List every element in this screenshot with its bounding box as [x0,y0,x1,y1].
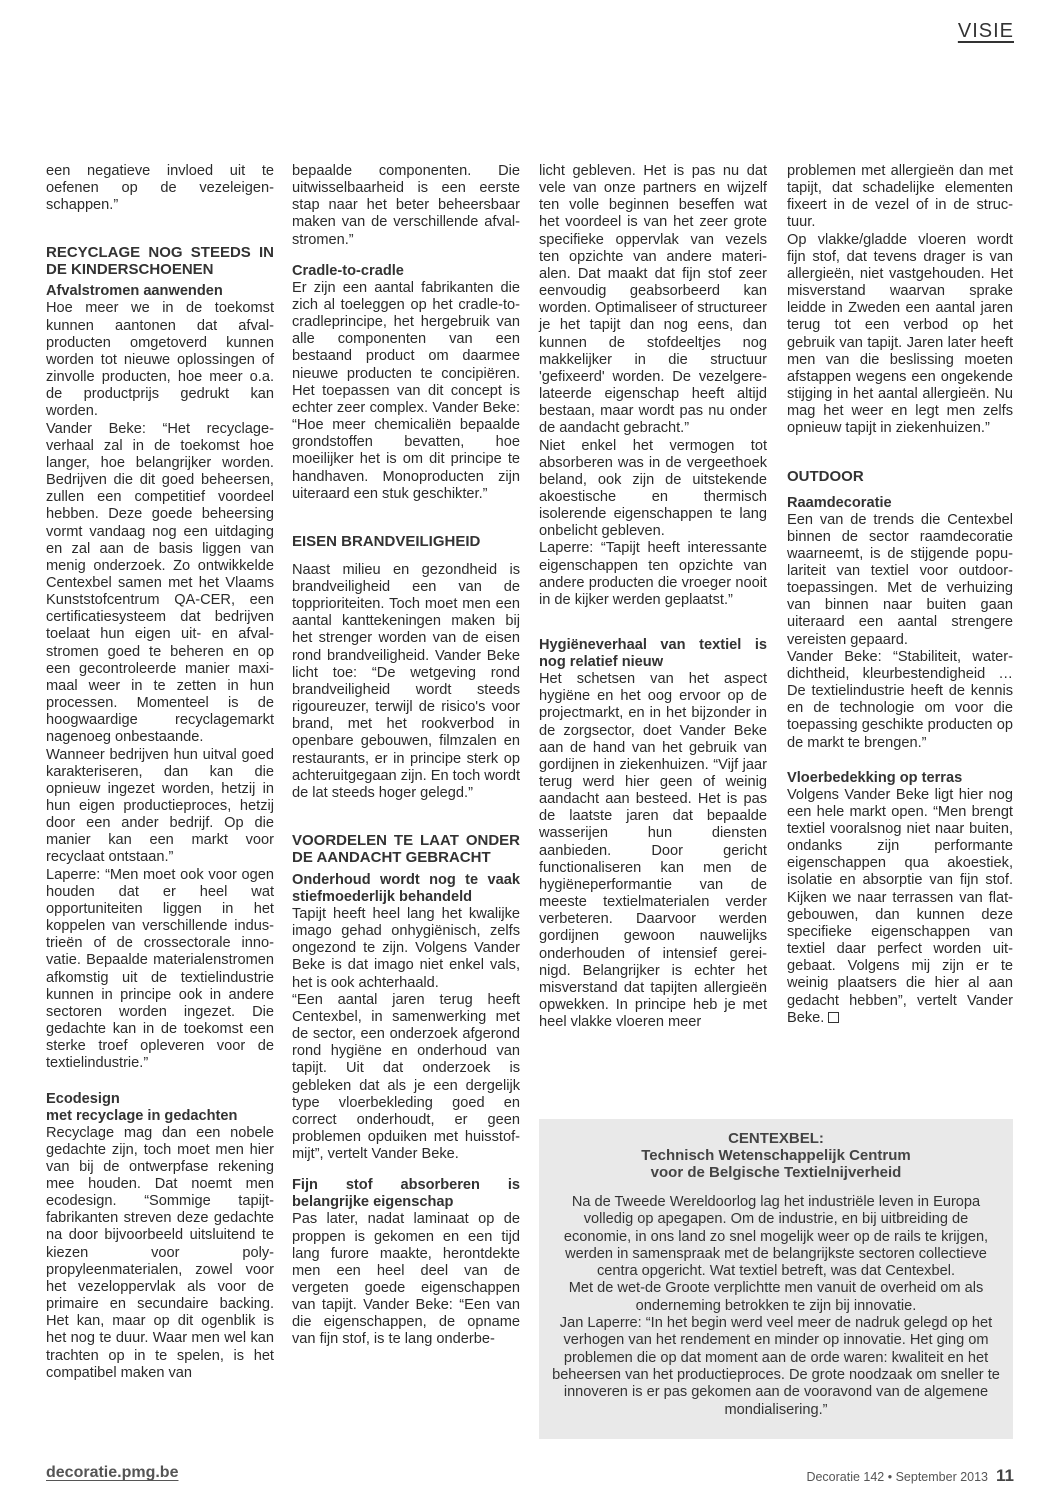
section-heading: EISEN BRANDVEILIGHEID [292,532,481,550]
section-heading: RECYCLAGE NOG STEEDS IN DE KINDERSCHOENEN [46,244,274,279]
box-title: CENTEXBEL: [728,1130,824,1147]
paragraph: problemen met allergieën dan met tapijt, dat schadelijke elementen fixeert in de vezel of in de structuur. [787,163,1013,231]
website-link[interactable]: decoratie.pmg.be [46,1464,179,1481]
subheading: Hygiëneverhaal van textiel is nog relatief nieuw [539,637,767,671]
subheading-line: Ecodesign [46,1090,120,1107]
box-subtitle: Technisch Wetenschappelijk Centrum [641,1147,911,1164]
paragraph: Recyclage mag dan een nobele gedachte zijn, toch moet men hier van bij de ontwerpfase rekening mee houden. Dat noemt men ecodesign. “Sommige tapijtfabrikanten streven deze gedachte na door bijvoorbeeld uitsluitend te kiezen voor polypropyleenmaterialen, zowel voor het vezeloppervlak als voor de primaire en secundaire backing. Het kan, maar op dit ogenblik is het nog te duur. Waar men wel kan trachten op in te spelen, is het compatibel maken van [46,1124,274,1381]
subheading: Raamdecoratie [787,494,892,511]
paragraph: Het schetsen van het aspect hygiëne en het oog ervoor op de projectmarkt, en in het bijzonder in de zorgsector, doet Vander Beke aan de hand van het gebruik van gordijnen in ziekenhuizen. “Vijf jaar terug werd hier geen of weinig aandacht aan besteed. Het is pas de laatste jaren dat bepaalde wasserijen hun diensten aanbieden. Door gericht functionaliseren kan men de hygiëneperformantie van de meeste textielmaterialen verder verbeteren. Daarvoor werden gordijnen gewoon nauwelijks onderhouden of intensief gereinigd. Belangrijker is echter het misverstand dat tapijten allergieën opwekken. In principe heb je met heel vlakke vloeren meer [539,671,767,1031]
footer-issue [806,1466,1014,1486]
paragraph-text: Volgens Vander Beke ligt hier nog een hele markt open. “Men brengt textiel vooralsnog niet naar buiten, ondanks zijn performante eigenschappen qua akoestiek, isolatie en absorptie van fijn stof. Kijken we naar terrassen van flatgebouwen, dan kunnen deze specifieke eigenschappen van textiel daar perfect worden uitgebaat. Volgens mij zijn er te weinig plaatsers die hier al aan gedacht hebben”, vertelt Vander Beke. [787,786,1013,1026]
subheading: Vloerbedekking op terras [787,769,963,786]
subheading: Fijn stof absorberen is belangrijke eigenschap [292,1177,520,1211]
end-mark-icon [828,1012,839,1023]
paragraph: Vander Beke: “Stabiliteit, waterdichtheid, kleurbestendigheid … De textielindustrie heeft de kennis en de technologie om voor die toepassing geschikte producten op de markt te brengen.” [787,648,1013,751]
paragraph: Laperre: “Tapijt heeft interessante eigenschappen ten opzichte van andere producten die vroeger nooit in de kijker werden geplaatst.” [539,540,767,608]
paragraph: licht gebleven. Het is pas nu dat vele van onze partners en wijzelf ten volle beginnen beseffen wat het voordeel is van het zeer grote specifieke oppervlak van vezels ten opzichte van andere materialen. Dat maakt dat fijn stof zeer eenvoudig geabsorbeerd kan worden. Optimaliseer of structureer je het tapijt dan nog eens, dan kunnen de stofdeeltjes nog makkelijker in die structuur 'gefixeerd' worden. De vezelgerelateerde eigenschap heeft altijd bestaan, maar wordt pas nu onder de aandacht gebracht.” [539,163,767,437]
section-heading: VOORDELEN TE LAAT ONDER DE AANDACHT GEBRACHT [292,832,520,866]
box-subtitle: voor de Belgische Textielnijverheid [650,1164,902,1181]
column-3 [539,163,767,1031]
paragraph: Laperre: “Men moet ook voor ogen houden dat er heel wat opportuniteiten liggen in het koppelen van verschillende industrieën of de crossectorale innovatie. Bepaalde materialenstromen afkomstig uit de textielindustrie kunnen in principe ook in andere sectoren worden ingezet. Die gedachte kan in de toekomst een sterke troef opleveren voor de textielindustrie.” [46,866,274,1072]
paragraph: bepaalde componenten. Die uitwisselbaarheid is een eerste stap naar het beter beheersbaar maken van de verschillende afvalstromen.” [292,163,520,248]
subheading: Onderhoud wordt nog te vaak stiefmoederlijk behandeld [292,872,520,905]
column-2 [292,163,520,1349]
subheading: Cradle-to-cradle [292,262,404,279]
box-paragraph: Met de wet-de Groote verplichtte men vanuit de overheid om als onderneming betrokken te zijn bij innovatie. [568,1280,984,1314]
box-body [549,1194,1003,1419]
box-paragraph: Jan Laperre: “In het begin werd veel meer de nadruk gelegd op het verhogen van het rendement en minder op innovatie. Het ging om problemen die op dat moment aan de orde waren: kwaliteit en het beheersen van het productieproces. De grote noodzaak om sneller te innoveren is er pas gekomen aan de vooravond van de algemene mondialisering.” [552,1315,1000,1418]
paragraph: Een van de trends die Centexbel binnen de sector raamdecoratie waarneemt, is de stijgende populariteit van textiel voor outdoortoepassingen. Met de verhuizing van binnen naar buiten gaan uiteraard een aantal strengere vereisten gepaard. [787,511,1013,648]
subheading [46,1091,274,1125]
paragraph: Vander Beke: “Het recyclageverhaal zal in de toekomst hoe langer, hoe belangrijker worden. Bedrijven die dit goed beheersen, zullen een competitief voordeel hebben. Deze goede beheersing vormt vandaag nog een uitdaging en zal aan de basis liggen van menig onderzoek. Zo ontwikkelde Centexbel samen met het Vlaams Kunststofcentrum QA-CER, een certificatiesysteem dat bedrijven toelaat hun eigen uit- en afvalstromen goed te beheren en op een gecontroleerde manier maximaal weer in te zetten in hun processen. Momenteel is de hoogwaardige recyclagemarkt nagenoeg onbestaande. [46,420,274,746]
subheading: Afvalstromen aanwenden [46,283,223,300]
subheading-line: met recyclage in gedachten [46,1107,238,1124]
section-tag: VISIE [957,20,1014,42]
paragraph: Wanneer bedrijven hun uitval goed karakteriseren, dan kan die opnieuw ingezet worden, hetzij in hun eigen productieproces, hetzij door een ander bedrijf. Op die manier kan een markt voor recyclaat ontstaan.” [46,746,274,866]
page-number: 11 [996,1466,1014,1485]
issue-label: Decoratie 142 • September 2013 [806,1470,989,1484]
box-paragraph: Na de Tweede Wereldoorlog lag het industriële leven in Europa volledig op apegapen. Om de industrie, en bij uitbreiding de economie, in ons land zo snel mogelijk weer op de rails te krijgen, werden in samenspraak met de belangrijkste sectoren collectieve centra opgericht. Wat textiel betreft, was dat Centexbel. [563,1194,989,1280]
paragraph [787,787,1013,1027]
paragraph: Tapijt heeft heel lang het kwalijke imago gehad onhygiënisch, zelfs ongezond te zijn. Volgens Vander Beke is dat imago niet enkel vals, het is ook achterhaald. [292,906,520,991]
paragraph: Op vlakke/gladde vloeren wordt fijn stof, dat tevens drager is van allergieën, niet vastgehouden. Het misverstand waarvan sprake leidde in Zweden een aantal jaren terug tot een verbod op het gebruik van tapijt. Jaren later heeft men van die beslissing moeten afstappen wegens een ongekende stijging in het aantal allergieën. Nu mag het weer en legt men zelfs opnieuw tapijt in ziekenhuizen.” [787,231,1013,437]
column-4 [787,163,1013,1027]
paragraph: Niet enkel het vermogen tot absorberen was in de vergeethoek beland, ook zijn de uitstekende akoestische en thermisch isolerende eigenschappen te lang onbelicht gebleven. [539,437,767,540]
paragraph: Hoe meer we in de toekomst kunnen aantonen dat afvalproducten omgetoverd kunnen worden tot nieuwe oplossingen of zinvolle producten, hoe meer o.a. de productprijs gedrukt kan worden. [46,300,274,420]
info-box [539,1119,1013,1439]
paragraph: een negatieve invloed uit te oefenen op de vezeleigenschappen.” [46,163,274,214]
section-heading: OUTDOOR [787,467,864,485]
paragraph: Pas later, nadat laminaat op de proppen is gekomen en een tijd lang furore maakte, herontdekte men een heel deel van de vergeten goede eigenschappen van tapijt. Vander Beke: “Een van die eigenschappen, de opname van fijn stof, is te lang onderbe- [292,1211,520,1348]
paragraph: Naast milieu en gezondheid is brandveiligheid een van de topprioriteiten. Toch moet men een aantal kanttekeningen maken bij het strenger worden van de eisen rond brandveiligheid. Vander Beke licht toe: “De wetgeving rond brandveiligheid wordt steeds rigoureuzer, terwijl de risico's voor brand, met het rookverbod in openbare gebouwen, filmzalen en restaurants, er in principe sterk op achteruitgegaan zijn. En toch wordt de lat steeds hoger gelegd.” [292,561,520,801]
paragraph: “Een aantal jaren terug heeft Centexbel, in samenwerking met de sector, een onderzoek afgerond rond hygiëne en onderhoud van tapijt. Uit dat onderzoek is gebleken dat als je een dergelijk type vloerbekleding goed en correct onderhoudt, er geen problemen opduiken met huisstofmijt”, vertelt Vander Beke. [292,991,520,1163]
paragraph: Er zijn een aantal fabrikanten die zich al toeleggen op het cradle-to-cradleprincipe, het hergebruik van alle componenten van een bestaand product om daarmee nieuwe producten te concipiëren. Het toepassen van dit concept is echter zeer complex. Vander Beke: “Hoe meer chemicaliën bepaalde grondstoffen bevatten, hoe moeilijker het is om dit principe te handhaven. Monoproducten zijn uiteraard een stuk geschikter.” [292,279,520,502]
column-1 [46,163,274,1382]
